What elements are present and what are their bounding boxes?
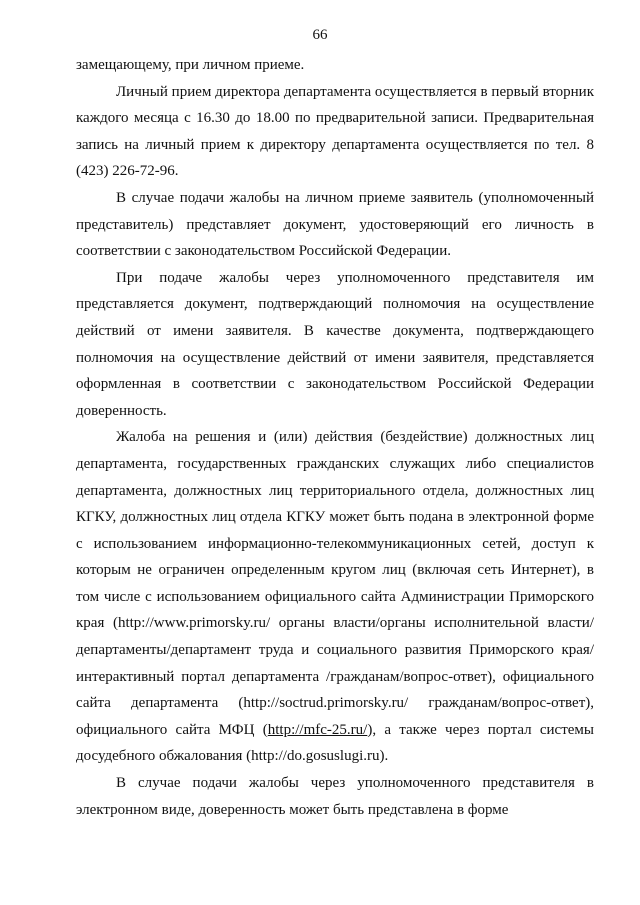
paragraph-text: ), а также через портал системы досудебного обжалования (http://do.gosuslugi.ru). [76, 721, 594, 765]
paragraph-personal-complaint: В случае подачи жалобы на личном приеме заявитель (уполномоченный представитель) представляет документ, удостоверяющий его личность в соответствии с законодательством Российской Федерации. [76, 189, 594, 260]
document-body [76, 52, 594, 823]
paragraph-director-reception: Личный прием директора департамента осуществляется в первый вторник каждого месяца с 16.30 до 18.00 по предварительной записи. Предварительная запись на личный прием к директору департамента осуществляется по тел. 8 (423) 226-72-96. [76, 83, 594, 180]
paragraph-representative: При подаче жалобы через уполномоченного представителя им представляется документ, подтверждающий полномочия на осуществление действий от имени заявителя. В качестве документа, подтверждающего полномочия на осуществление действий от имени заявителя, представляется оформленная в соответствии с законодательством Российской Федерации доверенность. [76, 269, 594, 419]
paragraph-continuation: замещающему, при личном приеме. [76, 57, 305, 73]
mfc-link[interactable]: http://mfc-25.ru/ [267, 721, 368, 738]
page-number: 66 [312, 27, 328, 43]
paragraph-text: Жалоба на решения и (или) действия (бездействие) должностных лиц департамента, государственных гражданских служащих либо специалистов департамента, должностных лиц территориального отдела, должностных лиц КГКУ, должностных лиц отдела КГКУ может быть подана в электронной форме с использованием информационно-телекоммуникационных сетей, доступ к которым не ограничен определенным кругом лиц (включая сеть Интернет), в том числе с использованием официального сайта Администрации Приморского края (http://www.primorsky.ru/ органы власти/органы исполнительной власти/департаменты/департамент труда и социального развития Приморского края/интерактивный портал департамента /гражданам/вопрос-ответ), официального сайта департамента (http://soctrud.primorsky.ru/ гражданам/вопрос-ответ), официального сайта МФЦ ( [76, 429, 594, 738]
paragraph-electronic-representative: В случае подачи жалобы через уполномоченного представителя в электронном виде, доверенность может быть представлена в форме [76, 775, 594, 818]
paragraph-electronic-complaint [76, 424, 594, 770]
